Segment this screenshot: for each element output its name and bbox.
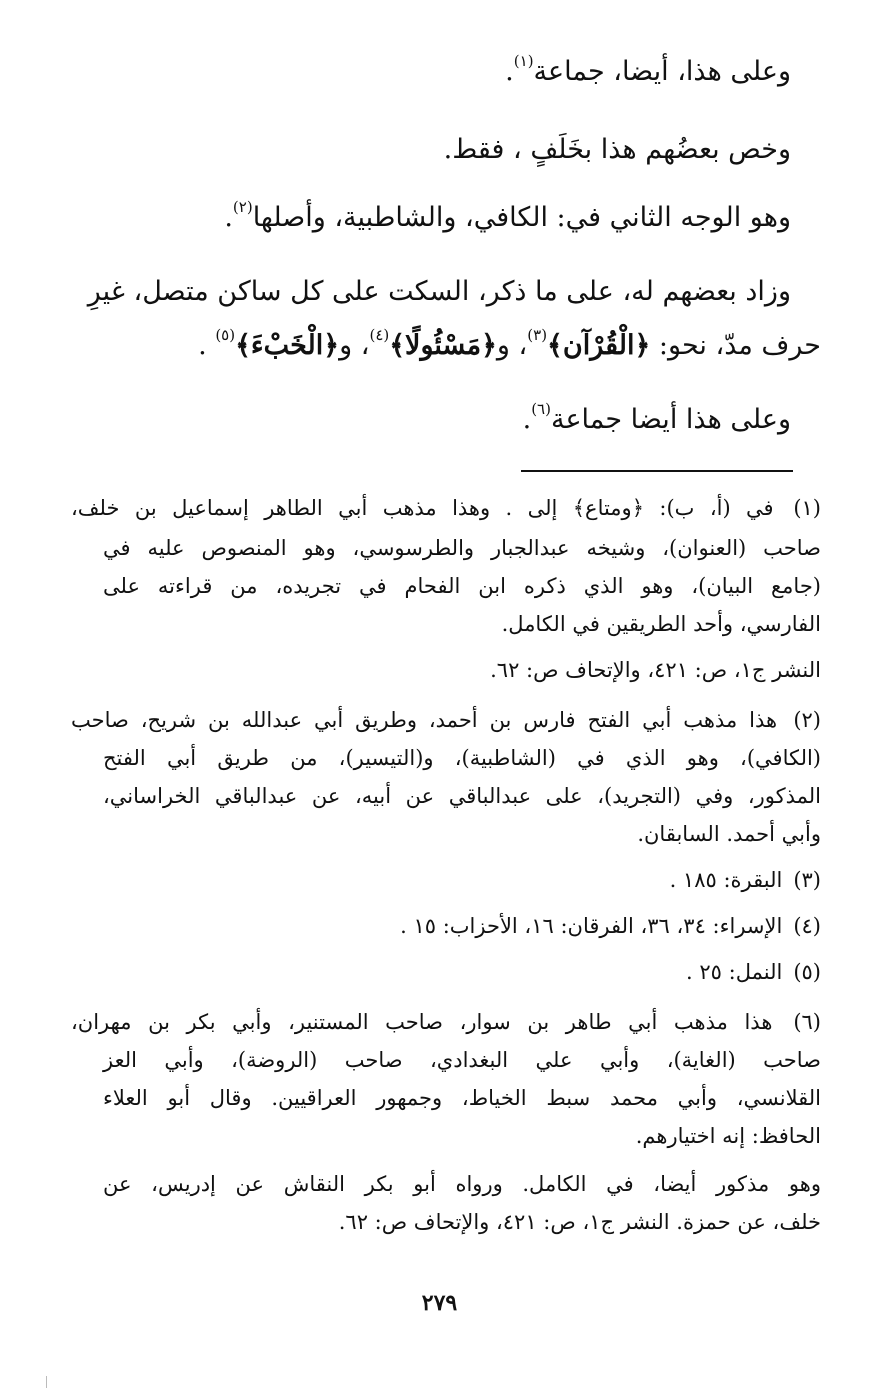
footnote-ref-5[interactable]: (٥) — [215, 326, 236, 344]
scan-edge-mark — [46, 1376, 47, 1388]
main-line-4: وزاد بعضهم له، على ما ذكر، السكت على كل ساكن متصل، غيرِ — [87, 276, 791, 307]
footnote-ref-1[interactable]: (١) — [513, 52, 534, 70]
footnote-1-number: (١) — [793, 496, 821, 520]
footnote-6-number: (٦) — [793, 1010, 821, 1034]
footnote-6-line-4: الحافظ: إنه اختيارهم. — [635, 1124, 821, 1148]
footnote-ref-3[interactable]: (٣) — [527, 326, 548, 344]
quran-word-2: ﴿مَسْئُولًا﴾ — [389, 330, 497, 361]
footnote-3-number: (٣) — [793, 868, 821, 892]
main-line-3: وهو الوجه الثاني في: الكافي، والشاطبية، وأصلها$^{(٢)}$. — [224, 198, 791, 233]
footnote-2-line-4: وأبي أحمد. السابقان. — [637, 822, 821, 846]
footnote-1-line-4: الفارسي، وأحد الطريقين في الكامل. — [501, 612, 821, 636]
footnote-ref-2[interactable]: (٢) — [232, 198, 253, 216]
footnote-6-line-2: صاحب (الغاية)، وأبي علي البغدادي، صاحب (الروضة)، وأبي العز — [103, 1048, 821, 1072]
footnote-1-line-2: صاحب (العنوان)، وشيخه عبدالجبار والطرسوسي، وهو المنصوص عليه في — [103, 536, 821, 560]
footnote-1-line-1: (١) في (أ، ب): ﴿ومتاع﴾ إلى . وهذا مذهب أبي الطاهر إسماعيل بن خلف، — [71, 490, 821, 526]
quran-word-3: ﴿الْخَبْءَ﴾ — [235, 330, 340, 361]
footnote-4: (٤) الإسراء: ٣٤، ٣٦، الفرقان: ١٦، الأحزاب: ١٥ . — [71, 908, 821, 944]
footnote-4-number: (٤) — [793, 914, 821, 938]
footnote-2-line-2: (الكافي)، وهو الذي في (الشاطبية)، و(التيسير)، من طريق أبي الفتح — [103, 746, 821, 770]
footnote-2-line-1: (٢) هذا مذهب أبي الفتح فارس بن أحمد، وطريق أبي عبدالله بن شريح، صاحب — [71, 702, 821, 738]
footnote-5: (٥) النمل: ٢٥ . — [71, 954, 821, 990]
footnote-6-extra-line-2: خلف، عن حمزة. النشر ج١، ص: ٤٢١، والإتحاف ص: ٦٢. — [338, 1210, 821, 1234]
footnote-2-number: (٢) — [793, 708, 821, 732]
main-line-5: حرف مدّ، نحو: ﴿الْقُرْآن﴾$^{(٣)}$، و﴿مَسْئُولًا﴾$^{(٤)}$، و﴿الْخَبْءَ﴾$^{(٥)}$ . — [198, 326, 821, 361]
page-number: ٢٧٩ — [421, 1290, 458, 1316]
footnote-divider — [521, 470, 793, 472]
main-line-6: وعلى هذا أيضا جماعة$^{(٦)}$. — [522, 400, 791, 435]
footnote-6-line-3: القلانسي، وأبي محمد سبط الخياط، وجمهور العراقيين. وقال أبو العلاء — [103, 1086, 821, 1110]
footnote-6-line-1: (٦) هذا مذهب أبي طاهر بن سوار، صاحب المستنير، وأبي بكر بن مهران، — [71, 1004, 821, 1040]
footnote-5-number: (٥) — [793, 960, 821, 984]
footnote-ref-4[interactable]: (٤) — [369, 326, 390, 344]
footnote-2-line-3: المذكور، وفي (التجريد)، على عبدالباقي عن أبيه، عن عبدالباقي الخراساني، — [103, 784, 821, 808]
quran-word-1: ﴿الْقُرْآن﴾ — [547, 330, 651, 361]
footnote-1-reference: النشر ج١، ص: ٤٢١، والإتحاف ص: ٦٢. — [490, 658, 821, 682]
main-line-2: وخص بعضُهم هذا بخَلَفٍ ، فقط. — [443, 134, 791, 165]
footnote-ref-6[interactable]: (٦) — [531, 400, 551, 418]
footnote-1-line-3: (جامع البيان)، وهو الذي ذكره ابن الفحام في تجريده، من قراءته على — [103, 574, 821, 598]
footnote-6-extra-line-1: وهو مذكور أيضا، في الكامل. ورواه أبو بكر النقاش عن إدريس، عن — [103, 1172, 821, 1196]
footnote-3: (٣) البقرة: ١٨٥ . — [71, 862, 821, 898]
main-line-1: وعلى هذا، أيضا، جماعة$^{(١)}$. — [505, 52, 791, 87]
